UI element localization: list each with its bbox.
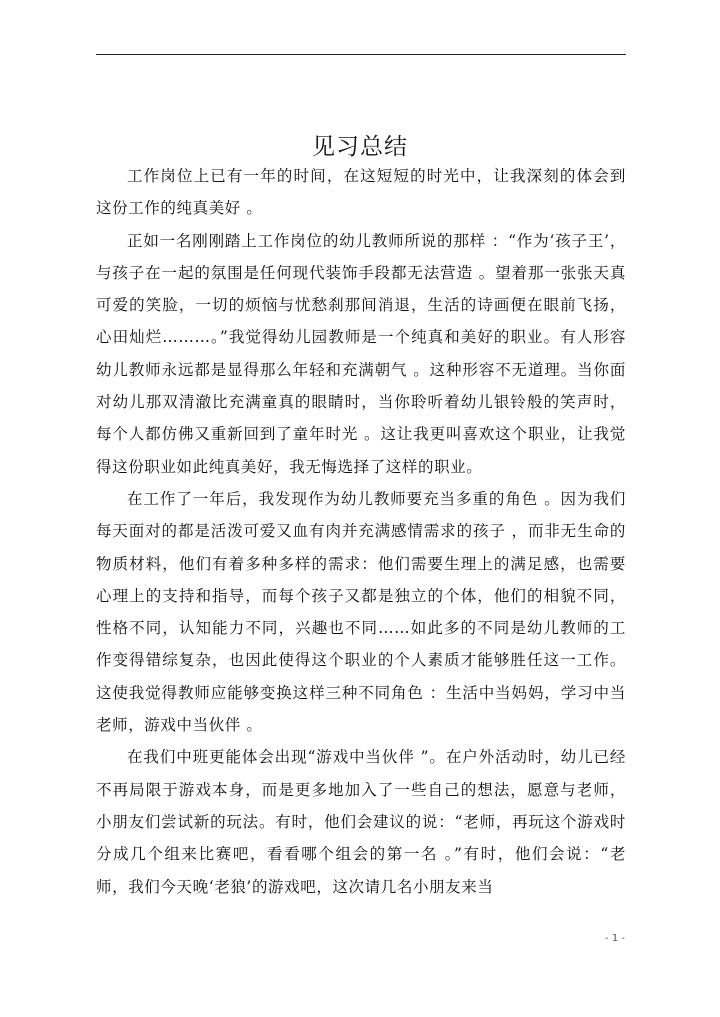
page-number: - 1 - bbox=[605, 933, 625, 944]
paragraph-3: 在工作了一年后，我发现作为幼儿教师要充当多重的角色 。因为我们每天面对的都是活泼可爱又血有肉并充满感情需求的孩子 ，而非无生命的物质材料，他们有着多种多样的需求：他们需要生理上的满足感，也需要心理上的支持和指导，而每个孩子又都是独立的个体，他们的相貌不同，性格不同，认知能力不同，兴趣也不同……如此多的不同是幼儿教师的工作变得错综复杂，也因此使得这个职业的个人素质才能够胜任这一工作。这使我觉得教师应能够变换这样三种不同角色 ：生活中当妈妈，学习中当老师，游戏中当伙伴 。 bbox=[96, 489, 626, 735]
paragraph-2: 正如一名刚刚踏上工作岗位的幼儿教师所说的那样 ：“作为‘孩子王’，与孩子在一起的氛围是任何现代装饰手段都无法营造 。望着那一张张天真可爱的笑脸，一切的烦恼与忧愁刹那间消退，生活的诗画便在眼前飞扬，心田灿烂………。”我觉得幼儿园教师是一个纯真和美好的职业。有人形容幼儿教师永远都是显得那么年轻和充满朝气 。这种形容不无道理。当你面对幼儿那双清澈比充满童真的眼睛时，当你聆听着幼儿银铃般的笑声时，每个人都仿佛又重新回到了童年时光 。这让我更叫喜欢这个职业，让我觉得这份职业如此纯真美好，我无悔选择了这样的职业。 bbox=[96, 231, 626, 476]
paragraph-4: 在我们中班更能体会出现“游戏中当伙伴 ”。在户外活动时，幼儿已经不再局限于游戏本身，而是更多地加入了一些自己的想法，愿意与老师，小朋友们尝试新的玩法。有时，他们会建议的说：“老师，再玩这个游戏时分成几个组来比赛吧，看看哪个组会的第一名 。”有时，他们会说：“老师，我们今天晚‘老狼’的游戏吧，这次请几名小朋友来当 bbox=[96, 748, 626, 896]
document-title: 见习总结 bbox=[312, 134, 408, 160]
paragraph-1: 工作岗位上已有一年的时间，在这短短的时光中，让我深刻的体会到这份工作的纯真美好 。 bbox=[96, 167, 626, 218]
document-body bbox=[96, 160, 626, 903]
header-rule bbox=[96, 54, 626, 55]
